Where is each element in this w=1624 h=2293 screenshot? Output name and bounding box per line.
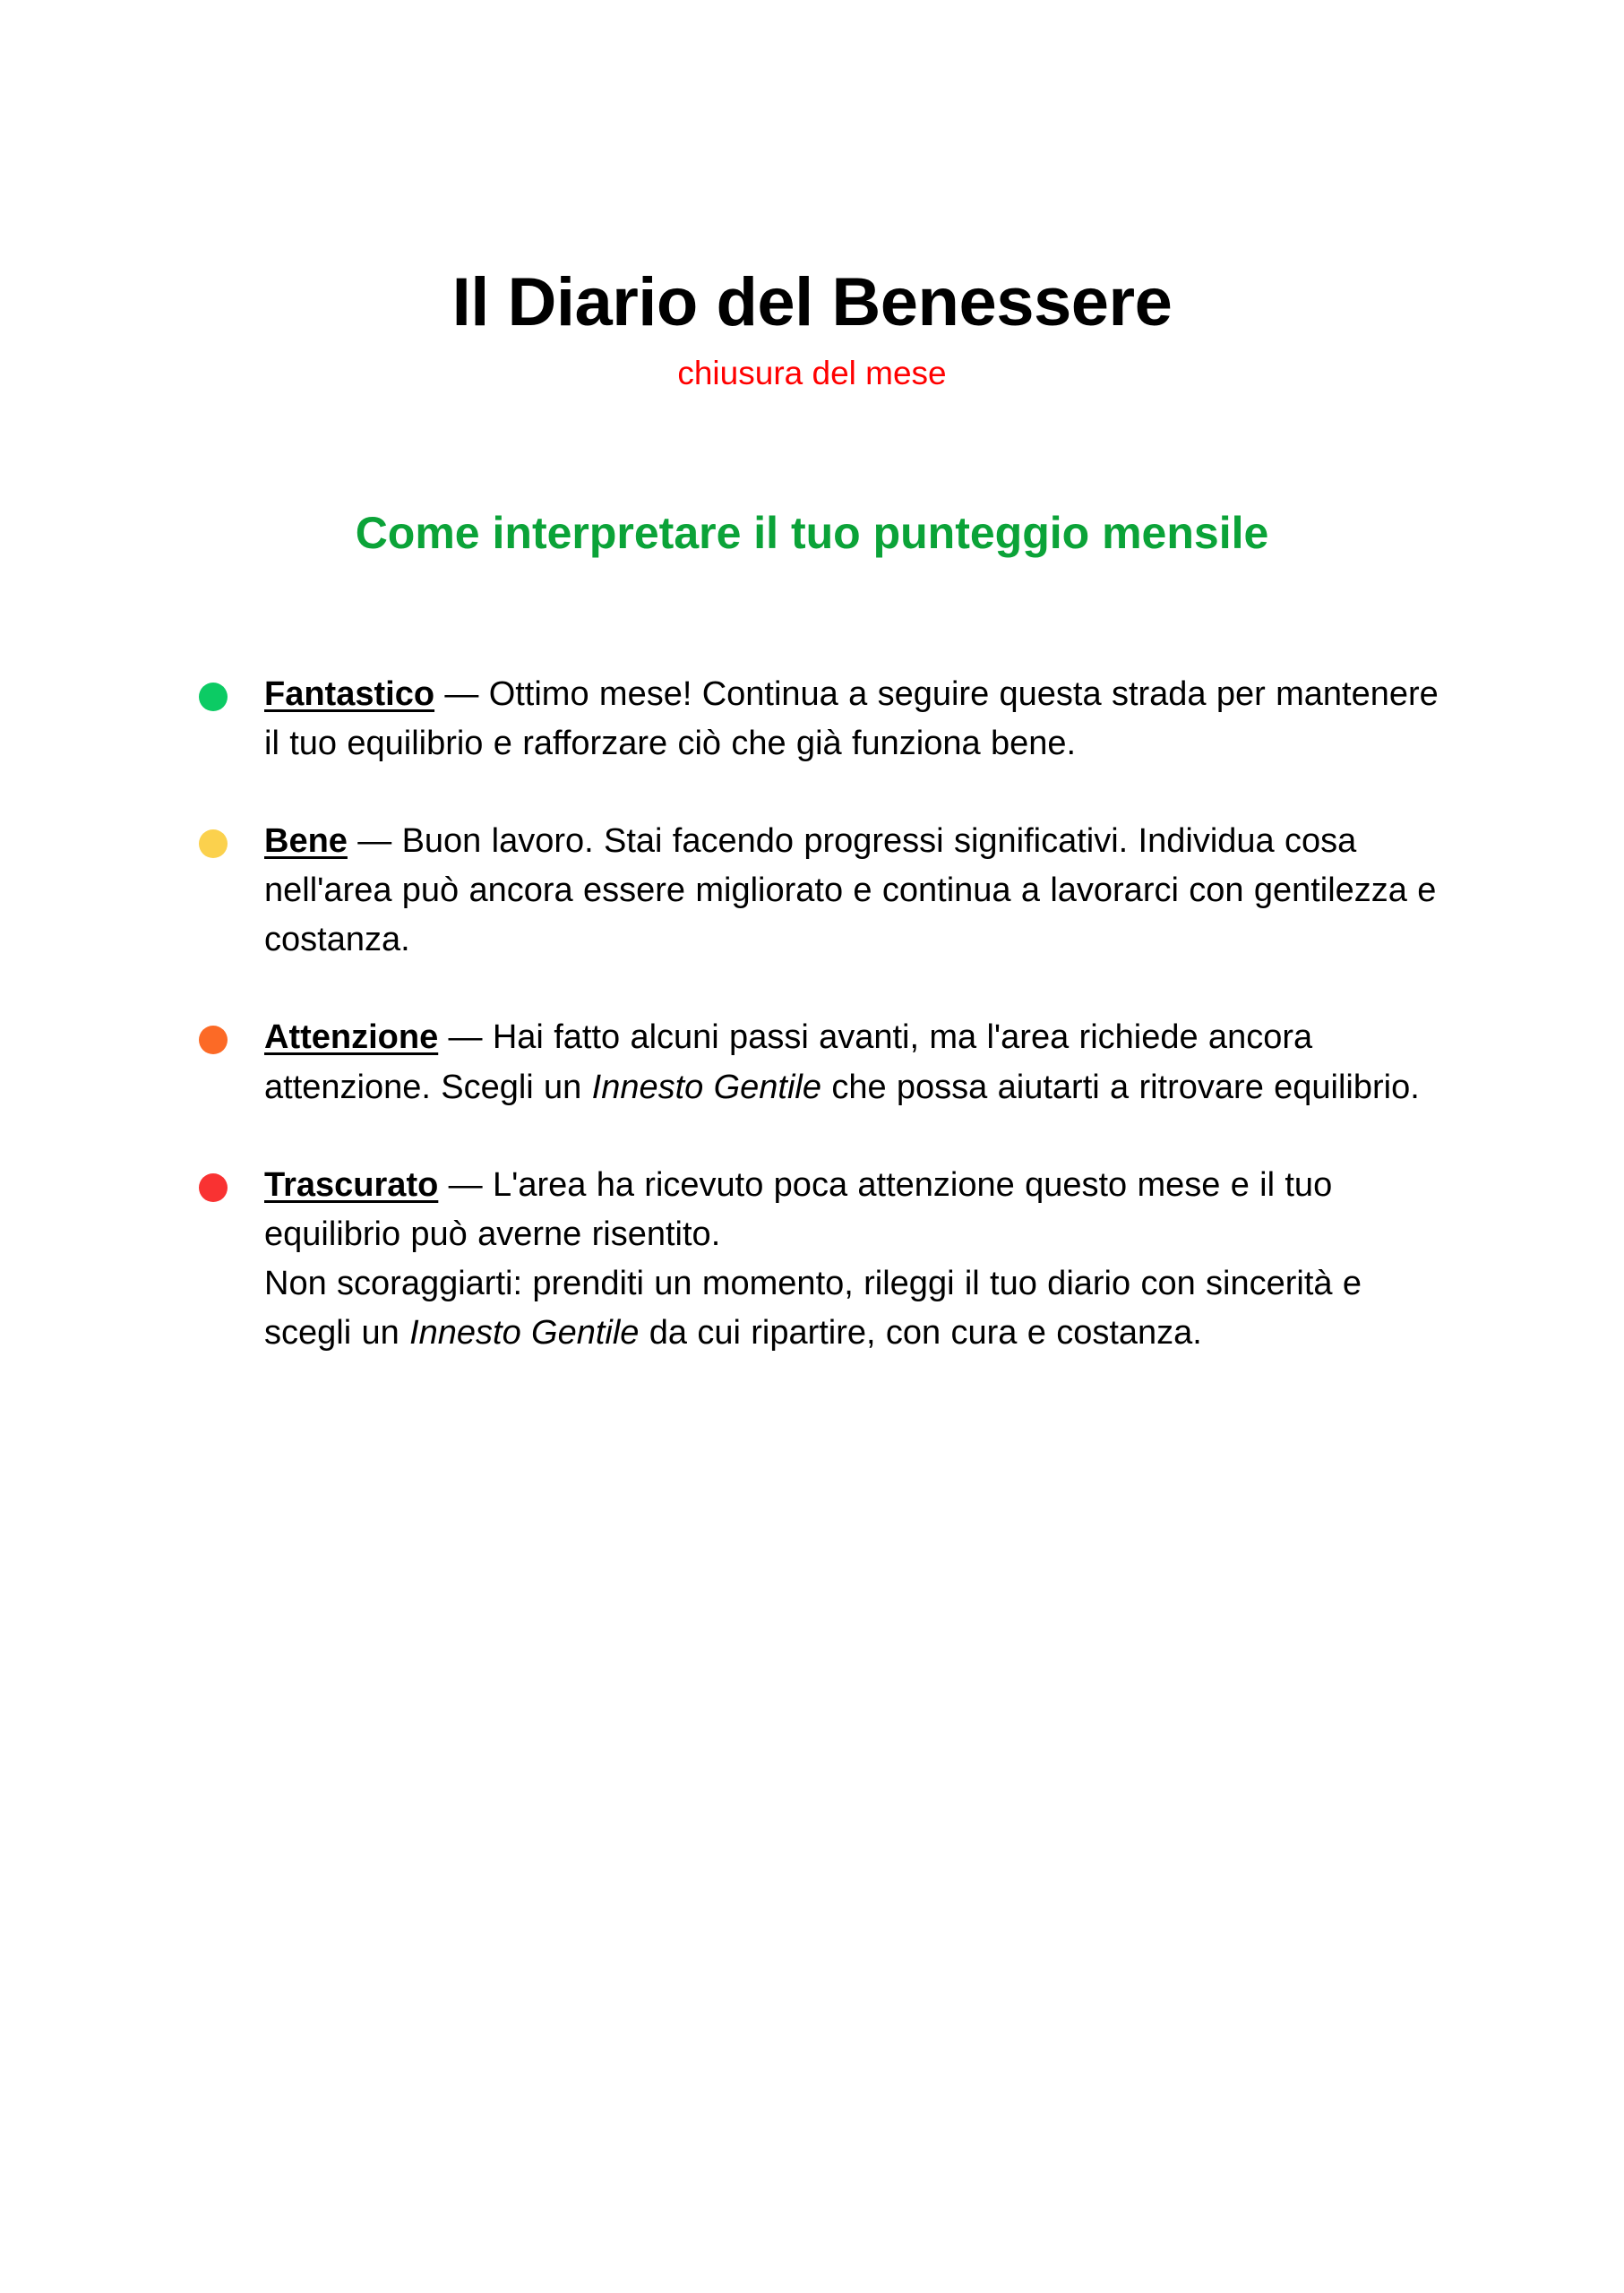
legend-term-label: Bene	[264, 822, 348, 861]
legend-dash: —	[434, 675, 489, 713]
status-dot-green-icon	[199, 683, 228, 711]
legend-item-bene	[199, 817, 1453, 965]
legend-item-body	[264, 670, 1453, 769]
legend-text-before-emphasis: Non scoraggiarti: prenditi un momento, rileggi il tuo diario con sincerità e scegli un	[264, 1264, 1362, 1352]
legend-term-label: Fantastico	[264, 675, 435, 713]
legend-paragraph	[264, 670, 1453, 769]
legend-emphasis: Innesto Gentile	[409, 1313, 640, 1352]
legend-text-before-emphasis: Ottimo mese! Continua a seguire questa strada per mantenere il tuo equilibrio e rafforzare ciò che già funziona bene.	[264, 675, 1439, 763]
legend-paragraph	[264, 1259, 1453, 1358]
legend-item-attenzione	[199, 1013, 1453, 1112]
legend-text-before-emphasis: L'area ha ricevuto poca attenzione questo mese e il tuo equilibrio può averne risentito.	[264, 1165, 1333, 1253]
document-header	[0, 264, 1624, 391]
legend-item-body	[264, 817, 1453, 965]
page-subtitle: chiusura del mese	[677, 355, 947, 391]
page-title: Il Diario del Benessere	[451, 264, 1173, 340]
legend-text-after-emphasis: che possa aiutarti a ritrovare equilibrio.	[821, 1068, 1420, 1106]
status-dot-yellow-icon	[199, 829, 228, 858]
legend-dash: —	[438, 1165, 493, 1204]
legend-emphasis: Innesto Gentile	[591, 1068, 822, 1106]
status-dot-red-icon	[199, 1173, 228, 1202]
legend-text-before-emphasis: Buon lavoro. Stai facendo progressi significativi. Individua cosa nell'area può ancora essere migliorato e continua a lavorarci con gentilezza e costanza.	[264, 822, 1437, 959]
legend-item-fantastico	[199, 670, 1453, 769]
legend-item-body	[264, 1013, 1453, 1112]
legend-dash: —	[347, 822, 402, 861]
score-legend-list	[199, 670, 1453, 1358]
legend-item-body	[264, 1161, 1453, 1358]
legend-text-before-emphasis: Hai fatto alcuni passi avanti, ma l'area richiede ancora attenzione. Scegli un	[264, 1018, 1313, 1106]
legend-term-label: Attenzione	[264, 1018, 439, 1057]
legend-paragraph	[264, 1013, 1453, 1112]
legend-paragraph	[264, 817, 1453, 965]
section-heading: Come interpretare il tuo punteggio mensile	[355, 508, 1269, 558]
legend-paragraph	[264, 1161, 1453, 1259]
status-dot-orange-icon	[199, 1026, 228, 1054]
legend-dash: —	[438, 1018, 493, 1057]
legend-item-trascurato	[199, 1161, 1453, 1358]
legend-term-label: Trascurato	[264, 1165, 439, 1204]
legend-text-after-emphasis: da cui ripartire, con cura e costanza.	[639, 1313, 1202, 1352]
